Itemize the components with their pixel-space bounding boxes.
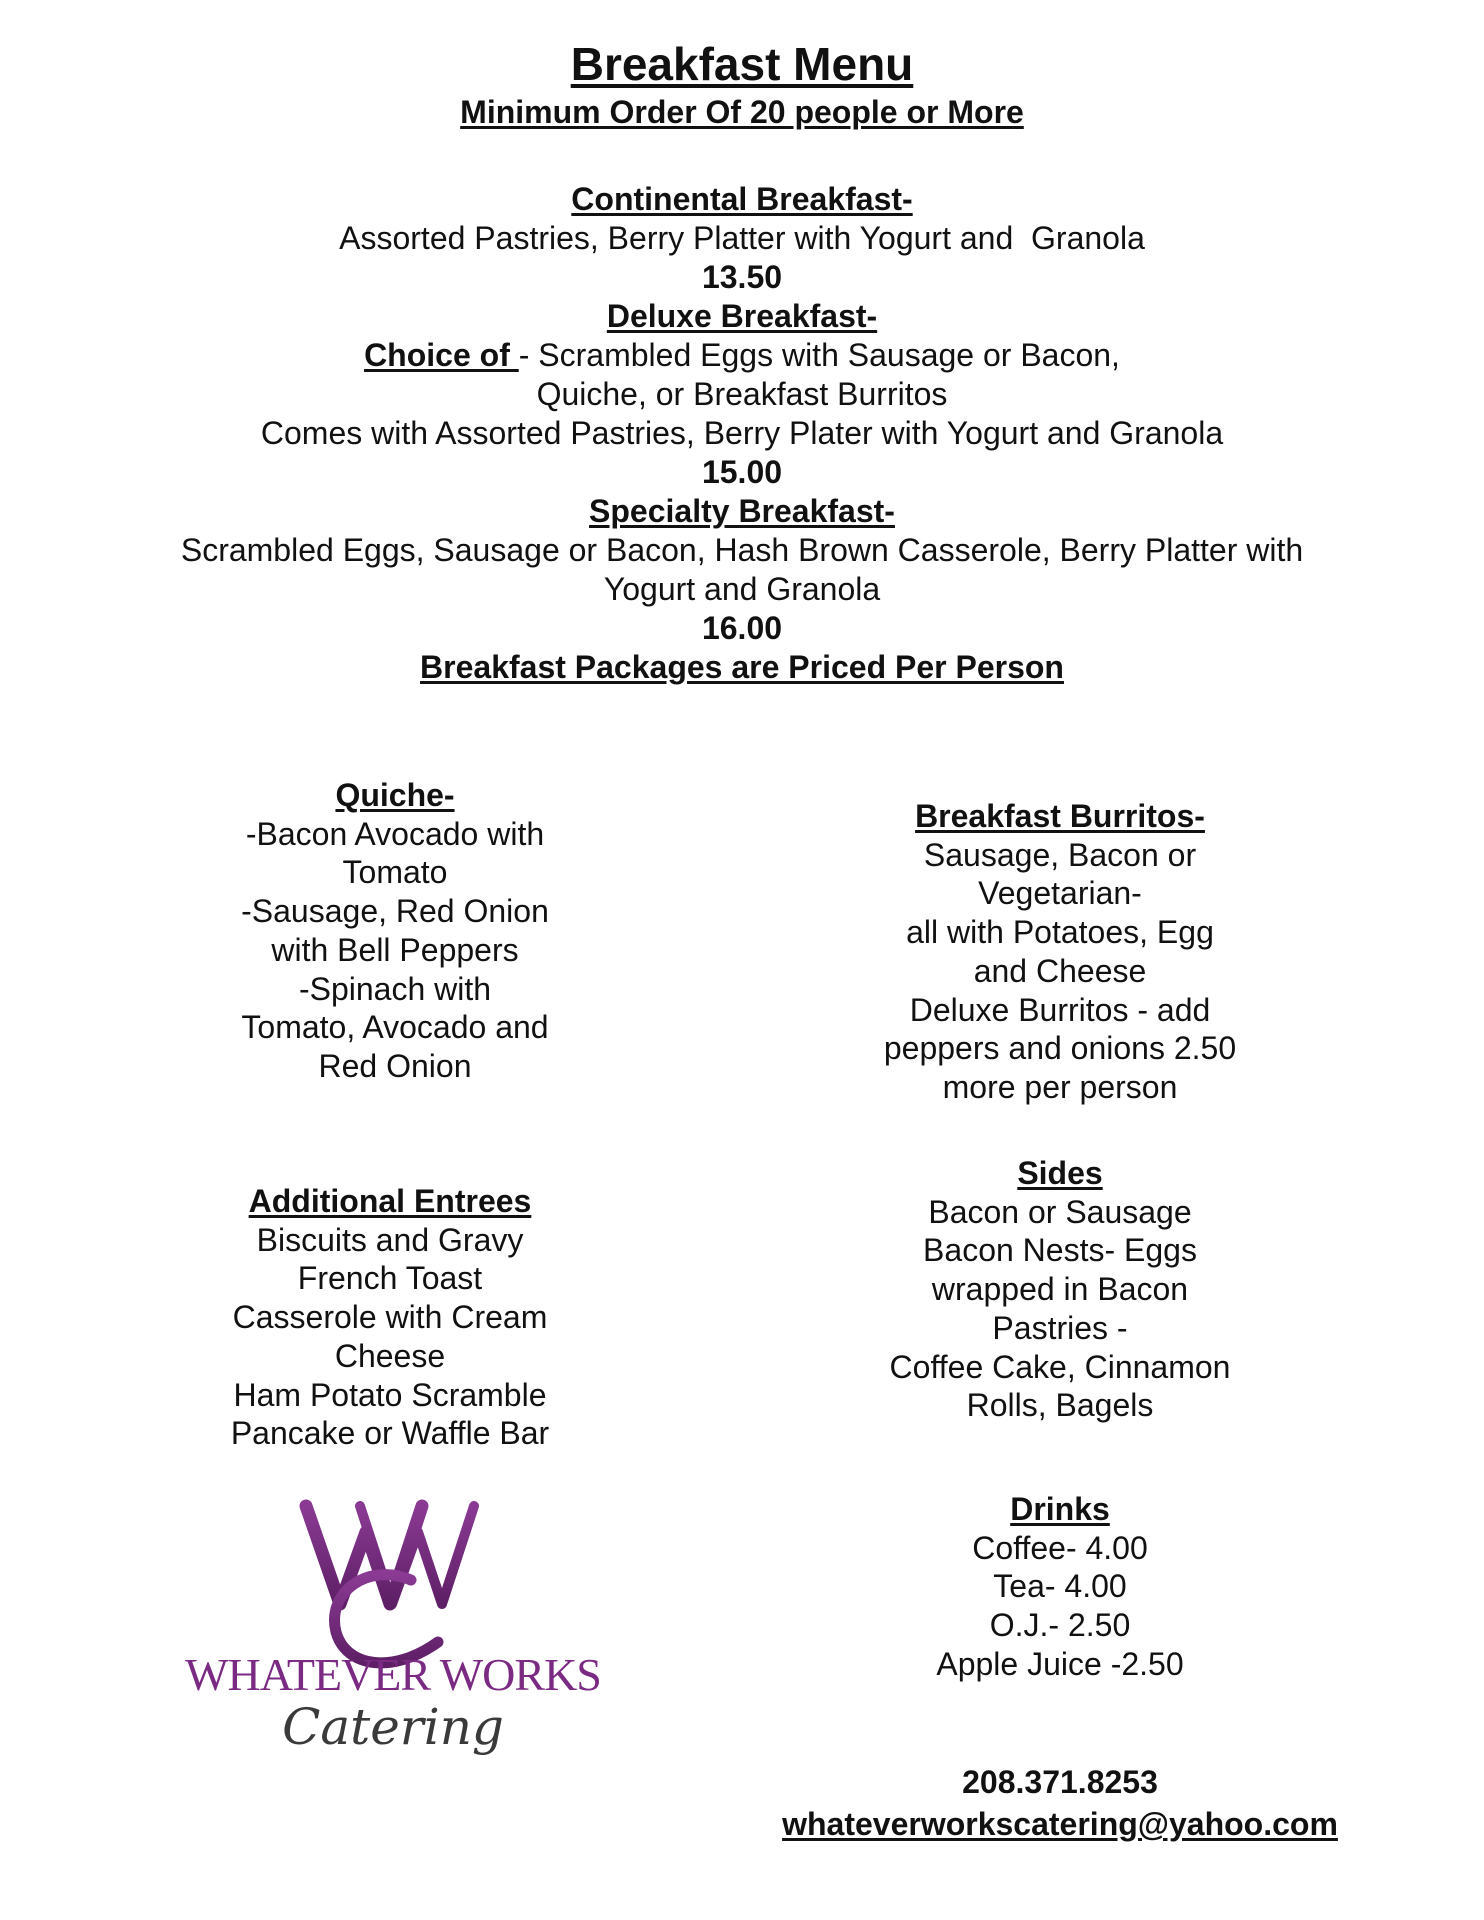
list-item: Coffee- 4.00 [972,1529,1148,1566]
list-item: O.J.- 2.50 [989,1607,1131,1644]
list-item: all with Potatoes, Egg [906,914,1214,951]
list-item: more per person [942,1068,1178,1105]
continental-description: Assorted Pastries, Berry Platter with Yogurt and Granola [339,220,1145,256]
email-address: whateverworkscatering@yahoo.com [782,1806,1338,1842]
deluxe-heading: Deluxe Breakfast- [606,298,878,334]
list-item: Vegetarian- [978,875,1142,912]
list-item: Rolls, Bagels [966,1387,1154,1424]
list-item: Casserole with Cream [232,1299,548,1336]
list-item: with Bell Peppers [271,931,519,968]
list-item: Coffee Cake, Cinnamon [889,1348,1231,1385]
drinks-section [880,1490,1240,1684]
list-item: -Bacon Avocado with [245,815,545,852]
deluxe-line-3: Comes with Assorted Pastries, Berry Plater with Yogurt and Granola [260,415,1224,451]
specialty-heading: Specialty Breakfast- [589,493,895,529]
list-item: wrapped in Bacon [931,1271,1189,1308]
specialty-line-2: Yogurt and Granola [603,571,881,607]
list-item: Bacon Nests- Eggs [923,1232,1197,1269]
list-item: -Sausage, Red Onion [241,893,549,930]
list-item: Cheese [334,1337,446,1374]
list-item: Ham Potato Scramble [233,1376,547,1413]
list-item: Red Onion [318,1047,472,1084]
monogram-icon [306,1506,474,1663]
list-item: French Toast [297,1260,483,1297]
deluxe-line-2: Quiche, or Breakfast Burritos [536,376,948,412]
quiche-section [190,776,600,1086]
list-item: Sausage, Bacon or [923,836,1197,873]
continental-heading: Continental Breakfast- [571,181,913,217]
logo-name: WHATEVER WORKS [185,1649,601,1700]
deluxe-price: 15.00 [701,454,783,490]
list-item: Bacon or Sausage [928,1193,1192,1230]
list-item: Pancake or Waffle Bar [230,1415,550,1452]
entrees-heading: Additional Entrees [248,1183,532,1219]
list-item: Tea- 4.00 [993,1568,1127,1605]
phone-number: 208.371.8253 [962,1764,1158,1800]
list-item: Biscuits and Gravy [256,1221,524,1258]
list-item: Deluxe Burritos - add [909,991,1211,1028]
additional-entrees-section [190,1182,590,1453]
packages-note: Breakfast Packages are Priced Per Person [420,649,1064,685]
deluxe-choice-text: - Scrambled Eggs with Sausage or Bacon, [518,337,1120,373]
logo-graphic [128,1492,658,1762]
burritos-section [840,797,1280,1107]
deluxe-choice-label: Choice of [364,337,519,373]
specialty-price: 16.00 [701,610,783,646]
list-item: Pastries - [992,1309,1128,1346]
drinks-heading: Drinks [1010,1491,1110,1527]
continental-price: 13.50 [701,259,783,295]
specialty-line-1: Scrambled Eggs, Sausage or Bacon, Hash Brown Casserole, Berry Platter with [180,532,1304,568]
burritos-heading: Breakfast Burritos- [915,798,1205,834]
sides-section [840,1154,1280,1425]
list-item: Tomato, Avocado and [241,1009,549,1046]
page-title: Breakfast Menu [570,38,914,90]
list-item: peppers and onions 2.50 [883,1030,1237,1067]
deluxe-choice-line [0,336,1484,375]
list-item: and Cheese [973,952,1147,989]
logo-tagline: Catering [282,1698,504,1756]
list-item: -Spinach with [298,970,492,1007]
menu-top-section [0,36,1484,687]
company-logo [128,1492,658,1762]
list-item: Apple Juice -2.50 [936,1645,1184,1682]
quiche-heading: Quiche- [335,777,455,813]
minimum-order-note: Minimum Order Of 20 people or More [460,94,1024,130]
contact-info [700,1761,1420,1845]
sides-heading: Sides [1017,1155,1103,1191]
list-item: Tomato [342,854,448,891]
